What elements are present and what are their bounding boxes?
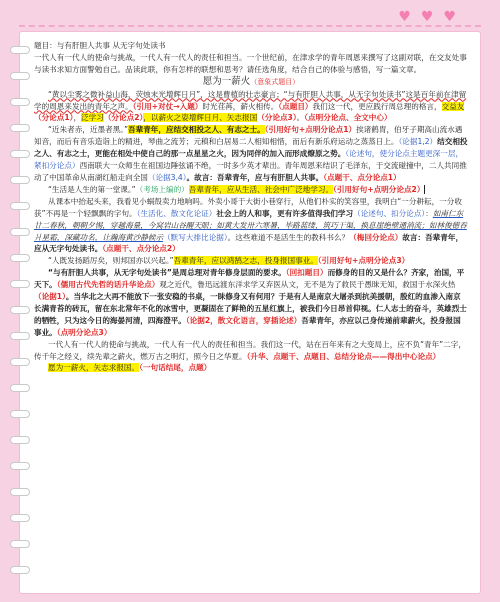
annotation: （引用好句+点明分论点1） [264, 125, 357, 135]
body-text: 。 [296, 113, 305, 123]
body-text: 结交相投之人、有志之士，更能在相处中使自己的那一点星星之火，因为同伴的加入而形成燎原之势。 [34, 137, 468, 159]
annotation: （默写大排比论据） [163, 232, 228, 242]
annotation: （考场上编的） [135, 184, 189, 194]
paragraph-5 [34, 255, 468, 267]
body-text: 时光荏苒，薪火相传。 [202, 101, 279, 111]
body-text: 。故言：吾辈青年，应与有肝胆人共事。 [186, 172, 324, 182]
binder-ring-icon [10, 488, 30, 496]
annotation: （点题干、点分论点2） [102, 244, 180, 254]
annotation: （回扣题目） [285, 268, 328, 278]
annotation: （分论点1） [34, 113, 74, 123]
binder-ring-icon [10, 202, 30, 210]
annotation: （论据2，散文化语言，穿插论述） [185, 315, 302, 325]
binder-ring-icon [10, 514, 30, 522]
topic-line: 题目：与有肝胆人共事 从无字句处读书 [34, 41, 166, 50]
highlight-text: ，以薪火之姿增辉日月、矢志报国 [143, 113, 258, 123]
annotation: （点明分论点3） [56, 327, 112, 337]
binder-ring-icon [10, 410, 30, 418]
annotation: （点明分论点、全文中心） [304, 113, 392, 123]
binder-ring-icon [10, 98, 30, 106]
binder-ring-icon [10, 358, 30, 366]
body-text: 社会上的人和事，更有许多值得我们学习 [216, 208, 354, 218]
binder-ring-icon [10, 280, 30, 288]
paragraph-4 [34, 196, 468, 256]
paragraph-8 [34, 362, 468, 374]
annotation: （生活化、散文化论证） [136, 208, 217, 218]
binder-ring-icon [10, 306, 30, 314]
body-text: 我们这一代，更应践行周总理的格言， [312, 101, 442, 111]
binder-ring-icon [10, 124, 30, 132]
body-text: 吾辈青年，亦应以己身传递前辈薪火，投身报国事业。 [34, 315, 461, 337]
heart-icon: ♥ [420, 9, 434, 25]
binder-ring-icon [10, 254, 30, 262]
annotation: （引用+对仗→入题） [132, 101, 203, 111]
text-cursor [424, 185, 425, 194]
heart-icon: ♥ [398, 9, 411, 25]
binder-ring-icon [10, 150, 30, 158]
body-text: ， [73, 113, 82, 123]
essay-content [34, 40, 468, 588]
annotation: （论据1,2） [398, 137, 438, 147]
paragraph-3 [34, 184, 468, 196]
annotation: （论据3,4） [147, 172, 187, 182]
annotation: （点题干、点分论点1） [323, 172, 401, 182]
body-text: 如南仁东廿二春秋，朝朝夕惕，穿越海量，今窝岩山谷醒天眼；如黄大发卅六寒暑，毕路蓝缕，筑巧干渠，换息崖绝壁通消流；如林俊德吞爿星霜，深藏功名，让瀚海黄沙静候示 [34, 208, 467, 242]
annotation: （引用好句+点明分论点2） [333, 184, 425, 194]
essay-title [34, 76, 468, 89]
topic-prompt: 一代人有一代人的使命与挑战，一代人有一代人的责任和担当。一个世纪前，在津求学的青年周恩来撰写了这副对联，在交友处事与读书求知方面警勉自己。品读此联，你有怎样的联想和思考？请任选角度，结合自己的体验与感悟，写一篇文章。 [34, 52, 467, 74]
heart-icon: ♥ [443, 9, 456, 25]
body-text: 。当华北之大再不能放下一张安稳的书桌，一眛修身又有何用？于是有人是南京大屠杀到抗美援朝，殷红的血渗入南京长满青苔的砖瓦，留在东北常年不化的冰雪中，更凝固在了鲜艳的五星红旗上，被我们今日昂首仰视。仁人志士的奋斗，英雄烈士的牺牲，只为这今日的海晏河清，四海澄平。 [34, 292, 467, 325]
essay-title-main: 愿为一薪火 [202, 75, 251, 87]
binder-ring-icon [10, 566, 30, 574]
quote-text: “人既发扬蹈厉矣，则邦国亦以兴起。” [48, 256, 174, 266]
binder-ring-icon [10, 46, 30, 54]
quote-text: “近朱者赤，近墨者黑。” [48, 125, 129, 135]
body-text: 。这些难道不是活生生的教科书么？ [227, 232, 350, 242]
heart-decoration [398, 10, 456, 24]
annotation: （论述句，使分论点主题更深一层，紧扣分论点） [34, 149, 464, 171]
body-text: 一代人有一代人的使命与挑战，一代人有一代人的责任和担当。我们这一代，站在百年来有之大变局上，应不负“青年”二字，传千年之经义，续先辈之薪火，燃万古之明灯，照今日之华夏。 [34, 339, 466, 361]
binder-ring-icon [10, 228, 30, 236]
body-text: “与有肝胆人共事，从无字句处读书”是周总理对青年修身层面的要求。 [48, 268, 286, 278]
annotation: （论述句、扣分论点） [353, 208, 426, 218]
annotation: （升华、点题干、点题目、总结分论点——得出中心论点） [246, 351, 441, 361]
highlight-text: 交益友 [441, 101, 465, 111]
highlight-text: 吾辈青年，应结交相投之人、有志之士。 [128, 125, 265, 135]
binder-ring-icon [10, 540, 30, 548]
body-text: 西南联大一众师生在祖国边陲弦诵不绝，一时多少英才辈出。青年周恩来结识了毛泽东，于交流碰撞中，二人共同推动了中国革命从南湖红船走向全国 [34, 161, 467, 182]
annotation: （儒用古代先哲的话升华论点） [56, 280, 160, 290]
highlight-text: 愿为一薪火，矢志求报国。 [48, 363, 140, 373]
body-text: 观之近代，鲁迅远渡东洋求学又弃医从文，无不是为了救民于愚昧无知，救国于水深火热 [159, 280, 456, 290]
body-text: ： [425, 208, 433, 218]
highlight-text: 吾辈青年，应以鸿鹄之志，投身报国事业。 [173, 256, 318, 266]
highlight-text: 泛学习 [81, 113, 104, 123]
annotation: （点题目） [278, 101, 313, 111]
binder-ring-icon [10, 176, 30, 184]
paragraph-7 [34, 339, 468, 363]
annotation: （引用好句+点明分论点3） [317, 256, 410, 266]
body-text: 从课本中抬起头来，我看见小蜗殻卖力地响吗。外卖小哥于大街小巷穿行，从他们朴实的笑容里，我明白“一分耕耘，一分收获”不再是一个轻飘飘的字句。 [34, 196, 462, 218]
body-text: 故言：吾辈青年，应从无字句处读书。 [34, 232, 464, 254]
binder-ring-icon [10, 332, 30, 340]
quote-text: “生活是人生的第一堂课。” [48, 184, 136, 194]
annotation: （梅回分论点） [349, 232, 403, 242]
quote-text: “黄以尘雾之微补益山海，荧烛末光增辉日月”，这是曹植的壮志豪言；“与有肝胆人共事，从无字句处读书”这是百年前在津留学的周恩来发出的青年之声。 [34, 89, 467, 111]
binder-ring-icon [10, 462, 30, 470]
highlight-text: 吾辈青年，应从生活、社会中广泛地学习。 [188, 184, 334, 194]
paragraph-6 [34, 267, 468, 338]
binder-ring-icon [10, 384, 30, 392]
top-dashed-border [19, 25, 481, 27]
binder-ring-icon [10, 72, 30, 80]
body-text: 挨诸鹤胄，伯牙子期高山流水遇知音，而后有音乐造诣上的精进，琴曲之流芳；元稹和白居易二人相知相惜，而后有新乐府运动之蒸蒸日上。 [34, 125, 463, 147]
annotation: （一句话结尾，点题） [139, 363, 212, 373]
annotation: （论据1） [34, 292, 66, 302]
essay-title-tag: （意象式题目） [250, 77, 300, 86]
annotation: （分论点2） [103, 113, 144, 123]
paragraph-2 [34, 124, 468, 184]
paragraph-1 [34, 89, 468, 125]
annotation: （分论点3） [257, 113, 297, 123]
binder-ring-icon [10, 436, 30, 444]
body-text: 而修身的目的又是什么？齐家，治国，平天下。 [34, 268, 465, 290]
